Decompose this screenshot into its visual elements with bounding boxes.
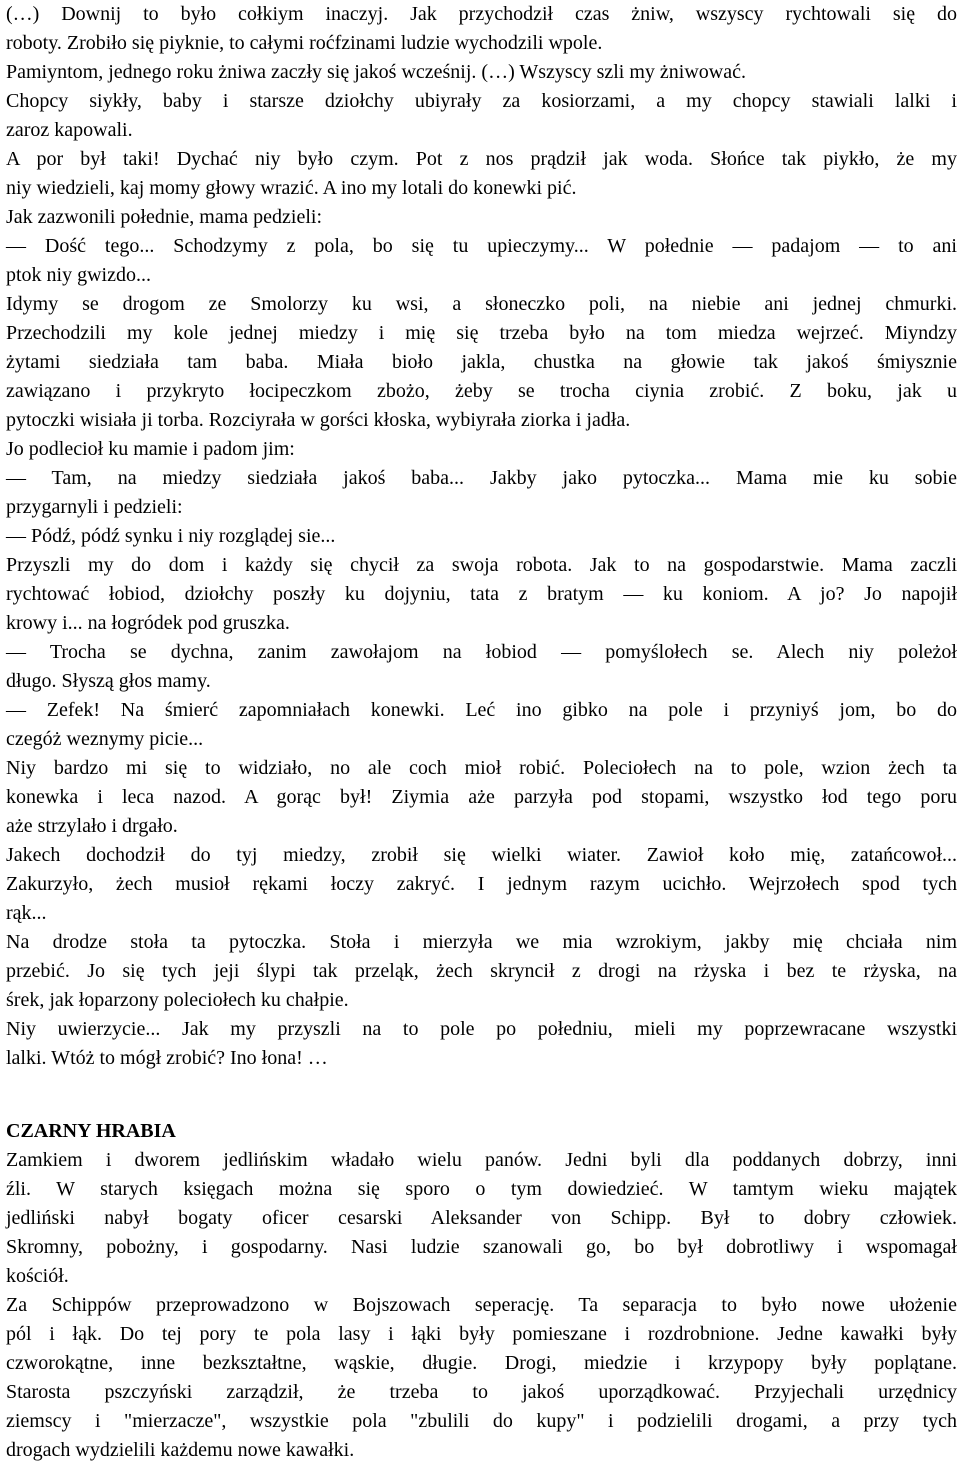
- text-line: czegóż weznymy picie...: [6, 728, 204, 750]
- text-line: Zamkiem i dworem jedlińskim władało wielu panów. Jedni byli dla poddanych dobrzy, inni: [6, 1149, 957, 1171]
- text-line: Na drodze stoła ta pytoczka. Stoła i mierzyła we mia wzrokiym, jakby mię chciała nim: [6, 931, 957, 953]
- text-line: Przechodzili my kole jednej miedzy i mię się trzeba było na tom miedza wejrzeć. Miyndzy: [6, 322, 957, 344]
- text-line: aże strzylało i drgało.: [6, 815, 178, 837]
- text-line: roboty. Zrobiło się piyknie, to całymi roćfzinami ludzie wychodzili wpole.: [6, 32, 603, 54]
- section-text: [6, 1146, 957, 1465]
- text-line: jedliński nabył bogaty oficer cesarski Aleksander von Schipp. Był to dobry człowiek.: [6, 1207, 957, 1229]
- text-line: ziemscy i "mierzacze", wszystkie pola "zbulili do kupy" i podzielili drogami, a przy tych: [6, 1410, 957, 1432]
- text-line: Za Schippów przeprowadzono w Bojszowach seperację. Ta separacja to było nowe ułożenie: [6, 1294, 957, 1316]
- text-line: A por był taki! Dychać niy było czym. Pot z nos prądził jak woda. Słońce tak piykło, że my: [6, 148, 957, 170]
- text-line: Jak zazwonili połednie, mama pedzieli:: [6, 206, 322, 228]
- text-line: pytoczki wisiała ji torba. Rozciyrała w gorści kłoska, wybiyrała ziorka i jadła.: [6, 409, 631, 431]
- text-line: kościół.: [6, 1265, 69, 1287]
- text-line: Pamiyntom, jednego roku żniwa zaczły się jakoś wcześnij. (…) Wszyscy szli my żniwować.: [6, 61, 746, 83]
- text-line: przebić. Jo się tych jeji ślypi tak przeląk, żech skryncił z drogi na rżyska i bez te rżyska, na: [6, 960, 957, 982]
- text-line: źli. W starych księgach można się sporo o tym dowiedzieć. W tamtym wieku majątek: [6, 1178, 957, 1200]
- text-line: rąk...: [6, 902, 47, 924]
- text-line: długo. Słyszą głos mamy.: [6, 670, 211, 692]
- text-line: Niy bardzo mi się to widziało, no ale coch mioł robić. Poleciołech na to pole, wzion żech ta: [6, 757, 957, 779]
- text-line: żytami siedziała tam baba. Miała bioło jakla, chustka na głowie tak jakoś śmiysznie: [6, 351, 957, 373]
- text-line: krowy i... na łogródek pod gruszka.: [6, 612, 290, 634]
- text-line: przygarnyli i pedzieli:: [6, 496, 183, 518]
- text-line: — Zefek! Na śmierć zapomniałach konewki. Leć ino gibko na pole i przyniyś jom, bo do: [6, 699, 957, 721]
- text-line: Chopcy siykły, baby i starsze dziołchy ubiyrały za kosiorzami, a my chopcy stawiali lalki i: [6, 90, 957, 112]
- text-line: Niy uwierzycie... Jak my przyszli na to pole po połedniu, mieli my poprzewracane wszystki: [6, 1018, 957, 1040]
- text-line: lalki. Wtóż to mógł zrobić? Ino łona! …: [6, 1047, 328, 1069]
- section-heading: CZARNY HRABIA: [6, 1120, 176, 1142]
- text-line: Idymy se drogom ze Smolorzy ku wsi, a słoneczko poli, na niebie ani jednej chmurki.: [6, 293, 957, 315]
- text-line: czworokątne, inne bezkształtne, wąskie, długie. Drogi, miedzie i krzypopy były poplątane.: [6, 1352, 957, 1374]
- text-line: Jakech dochodził do tyj miedzy, zrobił się wielki wiater. Zawioł koło mię, zatańcowoł...: [6, 844, 957, 866]
- text-line: Przyszli my do dom i każdy się chycił za swoja robota. Jak to na gospodarstwie. Mama zaczli: [6, 554, 957, 576]
- text-line: Zakurzyło, żech musioł rękami łoczy zakryć. I jednym razym ucichło. Wejrzołech spod tych: [6, 873, 957, 895]
- text-line: Skromny, pobożny, i gospodarny. Nasi ludzie szanowali go, bo był dobrotliwy i wspomagał: [6, 1236, 957, 1258]
- text-line: pól i łąk. Do tej pory te pola lasy i łąki były pomieszane i rozdrobnione. Jedne kawałki były: [6, 1323, 957, 1345]
- text-line: zawiązano i przykryto łocipeczkom zbożo, żeby se trocha ciynia zrobić. Z boku, jak u: [6, 380, 957, 402]
- text-line: (…) Downij to było cołkiym inaczyj. Jak przychodził czas żniw, wszyscy rychtowali się do: [6, 3, 957, 25]
- text-line: ptok niy gwizdo...: [6, 264, 151, 286]
- text-line: — Trocha se dychna, zanim zawołajom na łobiod — pomyślołech se. Alech niy poleżoł: [6, 641, 957, 663]
- text-line: — Dość tego... Schodzymy z pola, bo się tu upieczymy... W połednie — padajom — to ani: [6, 235, 957, 257]
- text-line: Starosta pszczyński zarządził, że trzeba to jakoś uporządkować. Przyjechali urzędnicy: [6, 1381, 957, 1403]
- text-line: — Pódź, pódź synku i niy rozglądej sie...: [6, 525, 336, 547]
- text-line: rychtować łobiod, dziołchy poszły ku dojyniu, tata z bratym — ku koniom. A jo? Jo napojił: [6, 583, 957, 605]
- text-line: niy wiedzieli, kaj momy głowy wrazić. A ino my lotali do konewki pić.: [6, 177, 577, 199]
- text-line: konewka i leca nazod. A gorąc był! Ziymia aże parzyła pod stopami, wszystko łod tego poru: [6, 786, 957, 808]
- text-line: — Tam, na miedzy siedziała jakoś baba... Jakby jako pytoczka... Mama mie ku sobie: [6, 467, 957, 489]
- story-text: [6, 0, 957, 1073]
- text-line: zaroz kapowali.: [6, 119, 133, 141]
- text-line: drogach wydzielili każdemu nowe kawałki.: [6, 1439, 355, 1461]
- text-line: Jo podlecioł ku mamie i padom jim:: [6, 438, 295, 460]
- section-spacer: [6, 1073, 957, 1117]
- text-line: śrek, jak łoparzony poleciołech ku chałpie.: [6, 989, 349, 1011]
